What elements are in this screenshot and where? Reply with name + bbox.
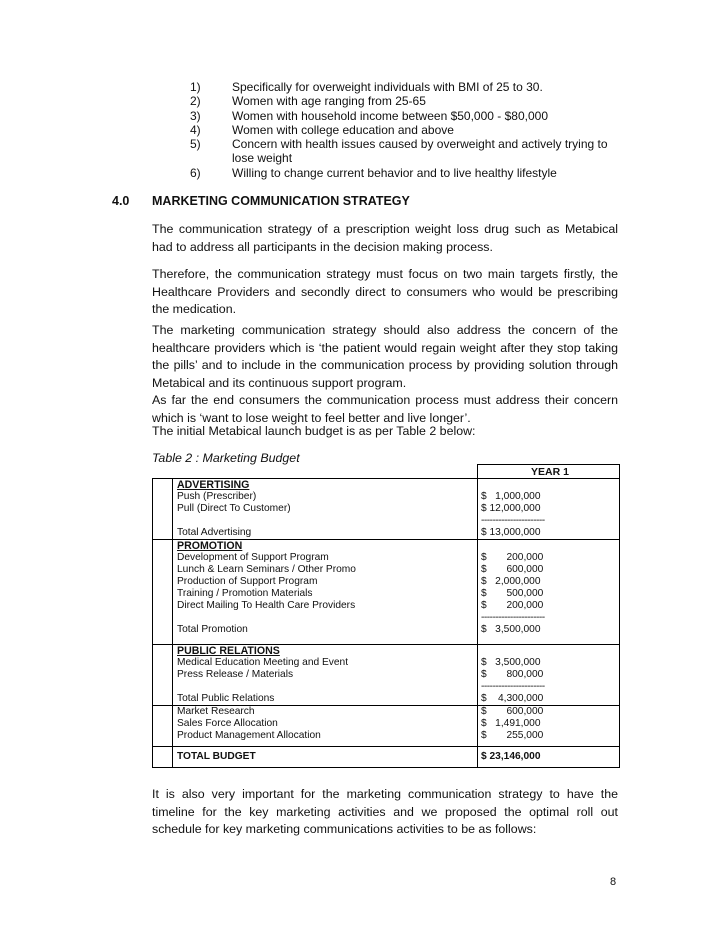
paragraph: The initial Metabical launch budget is as per Table 2 below:	[152, 424, 476, 438]
list-item	[190, 166, 630, 180]
line-item-value: $ 800,000	[481, 669, 544, 680]
list-number: 4)	[190, 122, 201, 137]
section-heading	[112, 194, 410, 208]
list-number: 3)	[190, 108, 201, 123]
marketing-budget-table	[152, 464, 620, 768]
list-item	[190, 94, 630, 108]
list-text: Women with household income between $50,000 - $80,000	[232, 108, 548, 123]
line-item-label: Production of Support Program	[177, 576, 318, 587]
line-item-label: Product Management Allocation	[177, 730, 321, 741]
line-item-label: Direct Mailing To Health Care Providers	[177, 600, 356, 611]
list-text: Concern with health issues caused by overweight and actively trying to lose weight	[232, 137, 608, 166]
advertising-section	[153, 479, 620, 540]
list-item	[190, 80, 630, 94]
promotion-section	[153, 540, 620, 645]
table-header-row	[153, 465, 620, 479]
line-item-value: $ 200,000	[481, 600, 544, 611]
category-heading: PROMOTION	[177, 540, 243, 552]
line-item-value: $ 600,000	[481, 564, 544, 575]
line-item-value: $ 1,491,000	[481, 718, 541, 729]
separator: ----------------------	[481, 515, 545, 526]
list-number: 1)	[190, 80, 201, 94]
line-item-value: $ 200,000	[481, 552, 544, 563]
line-item-label: Lunch & Learn Seminars / Other Promo	[177, 564, 356, 575]
line-item-value: $ 500,000	[481, 588, 544, 599]
total-label: Total Advertising	[177, 527, 252, 538]
separator: ----------------------	[481, 681, 545, 692]
total-value: $ 4,300,000	[481, 693, 544, 704]
paragraph: As far the end consumers the communication process must address their concern which is ‘want to lose weight to feel better and live longer’.	[152, 393, 618, 425]
total-value: $ 3,500,000	[481, 624, 541, 635]
line-item-label: Push (Prescriber)	[177, 491, 257, 502]
list-item	[190, 109, 630, 123]
category-heading: ADVERTISING	[177, 479, 250, 491]
paragraph: Therefore, the communication strategy must focus on two main targets firstly, the Healthcare Providers and secondly direct to consumers who would be prescribing the medication.	[152, 267, 618, 317]
line-item-value: $ 600,000	[481, 706, 544, 717]
line-item-label: Development of Support Program	[177, 552, 329, 563]
line-item-label: Medical Education Meeting and Event	[177, 657, 349, 668]
list-text: Specifically for overweight individuals with BMI of 25 to 30.	[232, 80, 543, 94]
line-item-value: $ 2,000,000	[481, 576, 541, 587]
line-item-label: Pull (Direct To Customer)	[177, 503, 291, 514]
paragraph: It is also very important for the marketing communication strategy to have the timeline for the key marketing activities and we proposed the optimal roll out schedule for key marketing communications activities to be as follows:	[152, 787, 618, 837]
line-item-label: Sales Force Allocation	[177, 718, 278, 729]
grand-total-value: $ 23,146,000	[481, 751, 541, 762]
line-item-value: $ 255,000	[481, 730, 544, 741]
category-heading: PUBLIC RELATIONS	[177, 645, 280, 657]
line-item-value: $ 3,500,000	[481, 657, 541, 668]
grand-total-label: TOTAL BUDGET	[177, 751, 256, 762]
line-item-label: Market Research	[177, 706, 255, 717]
paragraph: The marketing communication strategy should also address the concern of the healthcare providers which is ‘the patient would regain weight after they stop taking the pills’ and to include in the communication process by providing solution through Metabical and its continuous support program.	[152, 323, 618, 390]
target-criteria-list	[190, 80, 630, 180]
page-number: 8	[610, 876, 617, 888]
line-item-label: Press Release / Materials	[177, 669, 294, 680]
line-item-label: Training / Promotion Materials	[177, 588, 313, 599]
list-number: 5)	[190, 137, 201, 152]
list-number: 2)	[190, 94, 201, 109]
year-header: YEAR 1	[478, 465, 620, 479]
public-relations-section	[153, 645, 620, 706]
total-label: Total Public Relations	[177, 693, 275, 704]
section-number: 4.0	[112, 194, 130, 208]
section-title: MARKETING COMMUNICATION STRATEGY	[152, 194, 410, 208]
list-text: Women with college education and above	[232, 122, 454, 137]
list-text: Women with age ranging from 25-65	[232, 94, 426, 109]
line-item-value: $ 1,000,000	[481, 491, 541, 502]
grand-total-row	[153, 747, 620, 768]
separator: ----------------------	[481, 612, 545, 623]
list-number: 6)	[190, 165, 201, 180]
total-label: Total Promotion	[177, 624, 248, 635]
total-value: $ 13,000,000	[481, 527, 541, 538]
list-item	[190, 123, 630, 137]
paragraph: The communication strategy of a prescription weight loss drug such as Metabical had to address all participants in the decision making process.	[152, 222, 618, 254]
line-item-value: $ 12,000,000	[481, 503, 541, 514]
other-costs-section	[153, 706, 620, 747]
list-text: Willing to change current behavior and to live healthy lifestyle	[232, 165, 557, 180]
list-item	[190, 137, 630, 166]
table-caption: Table 2 : Marketing Budget	[152, 451, 300, 465]
paragraph-group	[152, 322, 618, 428]
